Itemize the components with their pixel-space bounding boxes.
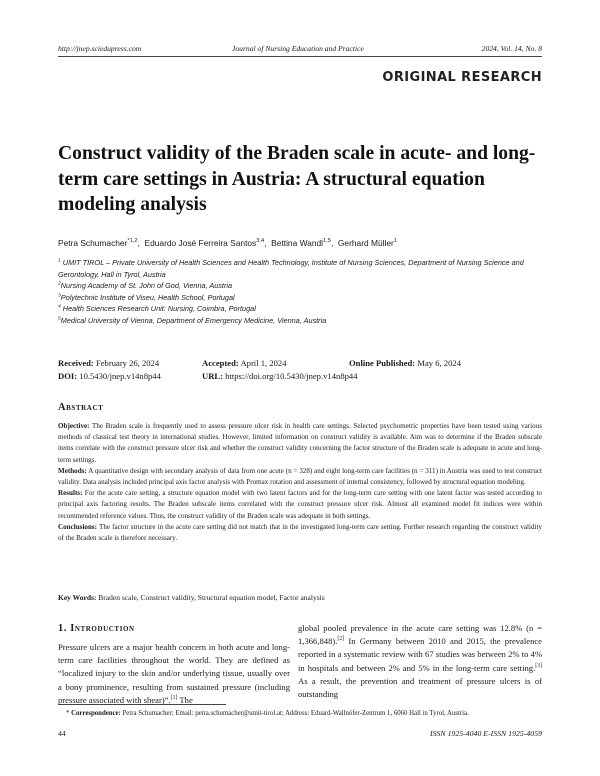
page-number: 44: [58, 729, 66, 738]
published-value: May 6, 2024: [417, 358, 461, 368]
intro-text-tail: The: [177, 694, 193, 705]
author-affiliation-marker: 3,4: [256, 238, 265, 245]
methods-text: A quantitative design with secondary analysis of data from one acute (n = 328) and eight long-term care facilities (n = 311) in Austria was used to test construct validity. Data analysis included principal axis factor analysis with Promax rotation and assessment of internal consistency, followed by structural equation modeling.: [58, 466, 542, 487]
article-url: [202, 371, 358, 381]
intro-column-left: [58, 641, 290, 707]
footnote-mark: *: [66, 710, 70, 717]
url-link[interactable]: https://doi.org/10.5430/jnep.v14n8p44: [225, 371, 358, 381]
doi-label: DOI:: [58, 371, 78, 381]
author-list: Petra Schumacher$^{*1,2}$, Eduardo José Ferreira Santos$^{3,4}$, Bettina Wandl$^{1,5}$, Gerhard Müller$^1$: [58, 238, 397, 248]
intro-paragraph: [58, 641, 290, 707]
keywords: [58, 593, 325, 602]
abstract-methods: [58, 466, 542, 488]
abstract-objective: [58, 421, 542, 466]
affiliation-marker: 4: [58, 304, 61, 310]
intro-text: In Germany between 2010 and 2015, the prevalence reported in a systematic review with 67 studies was between 2% to 4% in hospitals and between 2% and 5% in the long-term care setting.: [298, 636, 542, 673]
abstract-conclusions: [58, 522, 542, 544]
intro-text: As a result, the prevention and treatment of pressure ulcers is of outstanding: [298, 675, 542, 700]
methods-label: Methods:: [58, 466, 87, 475]
keywords-label: Key Words:: [58, 593, 97, 602]
abstract-heading: Abstract: [58, 402, 104, 413]
affiliation: [58, 303, 548, 315]
footnote-text: Petra Schumacher; Email: petra.schumacher@umit-tirol.at; Address: Eduard-Wallnöfer-Zentrum 1, 6060 Hall in Tyrol, Austria.: [122, 710, 469, 717]
affiliation: [58, 257, 548, 280]
citation-link[interactable]: [1]: [170, 694, 178, 701]
author-affiliation-marker: *1,2: [127, 238, 138, 245]
affiliation-marker: 1: [58, 258, 61, 264]
citation-link[interactable]: [2]: [337, 636, 345, 643]
abstract-results: [58, 488, 542, 522]
header-rule: [58, 56, 542, 57]
correspondence-footnote: [66, 710, 469, 717]
abstract-body: [58, 421, 542, 544]
conclusions-label: Conclusions:: [58, 522, 98, 531]
author-name: Eduardo José Ferreira Santos: [144, 238, 257, 248]
author-name: Petra Schumacher: [58, 238, 128, 248]
author-name: Bettina Wandl: [271, 238, 323, 248]
affiliation: [58, 280, 548, 292]
affiliation-text: Medical University of Vienna, Department of Emergency Medicine, Vienna, Austria: [60, 315, 327, 325]
accepted-value: April 1, 2024: [240, 358, 287, 368]
doi: [58, 371, 161, 381]
affiliation-text: UMIT TIROL – Private University of Health Sciences and Health Technology, Institute of Nursing Sciences, Department of Nursing Science and Gerontology, Hall in Tyrol, Austria: [58, 258, 524, 279]
author-affiliation-marker: 1,5: [323, 238, 331, 245]
affiliation-marker: 3: [58, 293, 61, 299]
url-label: URL:: [202, 371, 224, 381]
objective-label: Objective:: [58, 422, 90, 430]
keywords-text: Braden scale, Construct validity, Structural equation model, Factor analysis: [98, 593, 325, 602]
header-journal: Journal of Nursing Education and Practice: [232, 44, 364, 53]
received-date: [58, 358, 159, 368]
results-label: Results:: [58, 489, 83, 498]
affiliation: [58, 315, 548, 327]
author-affiliation-marker: 1: [393, 238, 397, 245]
intro-paragraph: [298, 622, 542, 701]
footnote-label: Correspondence:: [71, 710, 121, 717]
introduction-heading: 1. Introduction: [58, 623, 135, 634]
affiliation-text: Nursing Academy of St. John of God, Vienna, Austria: [60, 281, 233, 291]
doi-value[interactable]: 10.5430/jnep.v14n8p44: [79, 371, 161, 381]
published-label: Online Published:: [349, 358, 416, 368]
footnote-rule: [58, 704, 226, 705]
affiliation-text: Polytechnic Institute of Viseu, Health School, Portugal: [60, 292, 235, 302]
header-url[interactable]: http://jnep.sciedupress.com: [58, 44, 142, 53]
affiliation-marker: 2: [58, 281, 61, 287]
footer-issn: ISSN 1925-4040 E-ISSN 1925-4059: [430, 729, 542, 738]
article-title: Construct validity of the Braden scale in acute- and long-term care settings in Austria: A structural equation modeling analysis: [58, 143, 536, 215]
affiliation-list: [58, 257, 548, 327]
affiliation-marker: 5: [58, 316, 61, 322]
article-type-badge: ORIGINAL RESEARCH: [382, 70, 542, 85]
header-issue: 2024, Vol. 14, No. 8: [481, 44, 542, 53]
affiliation: [58, 292, 548, 304]
objective-text: The Braden scale is frequently used to assess pressure ulcer risk in health care settings. Selected psychometric properties have been tested using various methods of classical test theory in international studies. However, limited information on construct validity is available. Aim was to determine if the Braden subscale items correlate with the construct pressure ulcer risk and whether the construct validity concerning the factor structure of the Braden scale is adequate in acute and long-term settings.: [58, 422, 542, 464]
intro-column-right: [298, 622, 542, 701]
received-value: February 26, 2024: [95, 358, 160, 368]
accepted-label: Accepted:: [202, 358, 239, 368]
results-text: For the acute care setting, a structure equation model with two latent factors and for the long-term care setting with one latent factor was tested according to principal axis factoring results. The Braden subscale items correlated with the construct pressure ulcer risk. Almost all examined model fit indices were within recommended reference values. Thus, the construct validity of the Braden scale was adequate in both settings.: [58, 489, 542, 520]
citation-link[interactable]: [3]: [535, 662, 542, 669]
published-date: [349, 358, 461, 368]
accepted-date: [202, 358, 287, 368]
intro-text: global pooled prevalence in the acute care setting was 12.8% (n = 1,366,848).: [298, 623, 542, 647]
conclusions-text: The factor structure in the acute care setting did not match that in the investigated long-term care setting. Further research regarding the construct validity of the Braden scale is therefore necessary.: [58, 522, 542, 543]
author-name: Gerhard Müller: [337, 238, 394, 248]
intro-text: Pressure ulcers are a major health concern in both acute and long-term care facilities throughout the world. They are defined as “localized injury to the skin and/or underlying tissue, usually over a bony prominence, resulting from sustained pressure (including pressure associated with shear)”.: [58, 642, 290, 705]
received-label: Received:: [58, 358, 94, 368]
affiliation-text: Health Sciences Research Unit: Nursing, Coimbra, Portugal: [62, 304, 256, 314]
